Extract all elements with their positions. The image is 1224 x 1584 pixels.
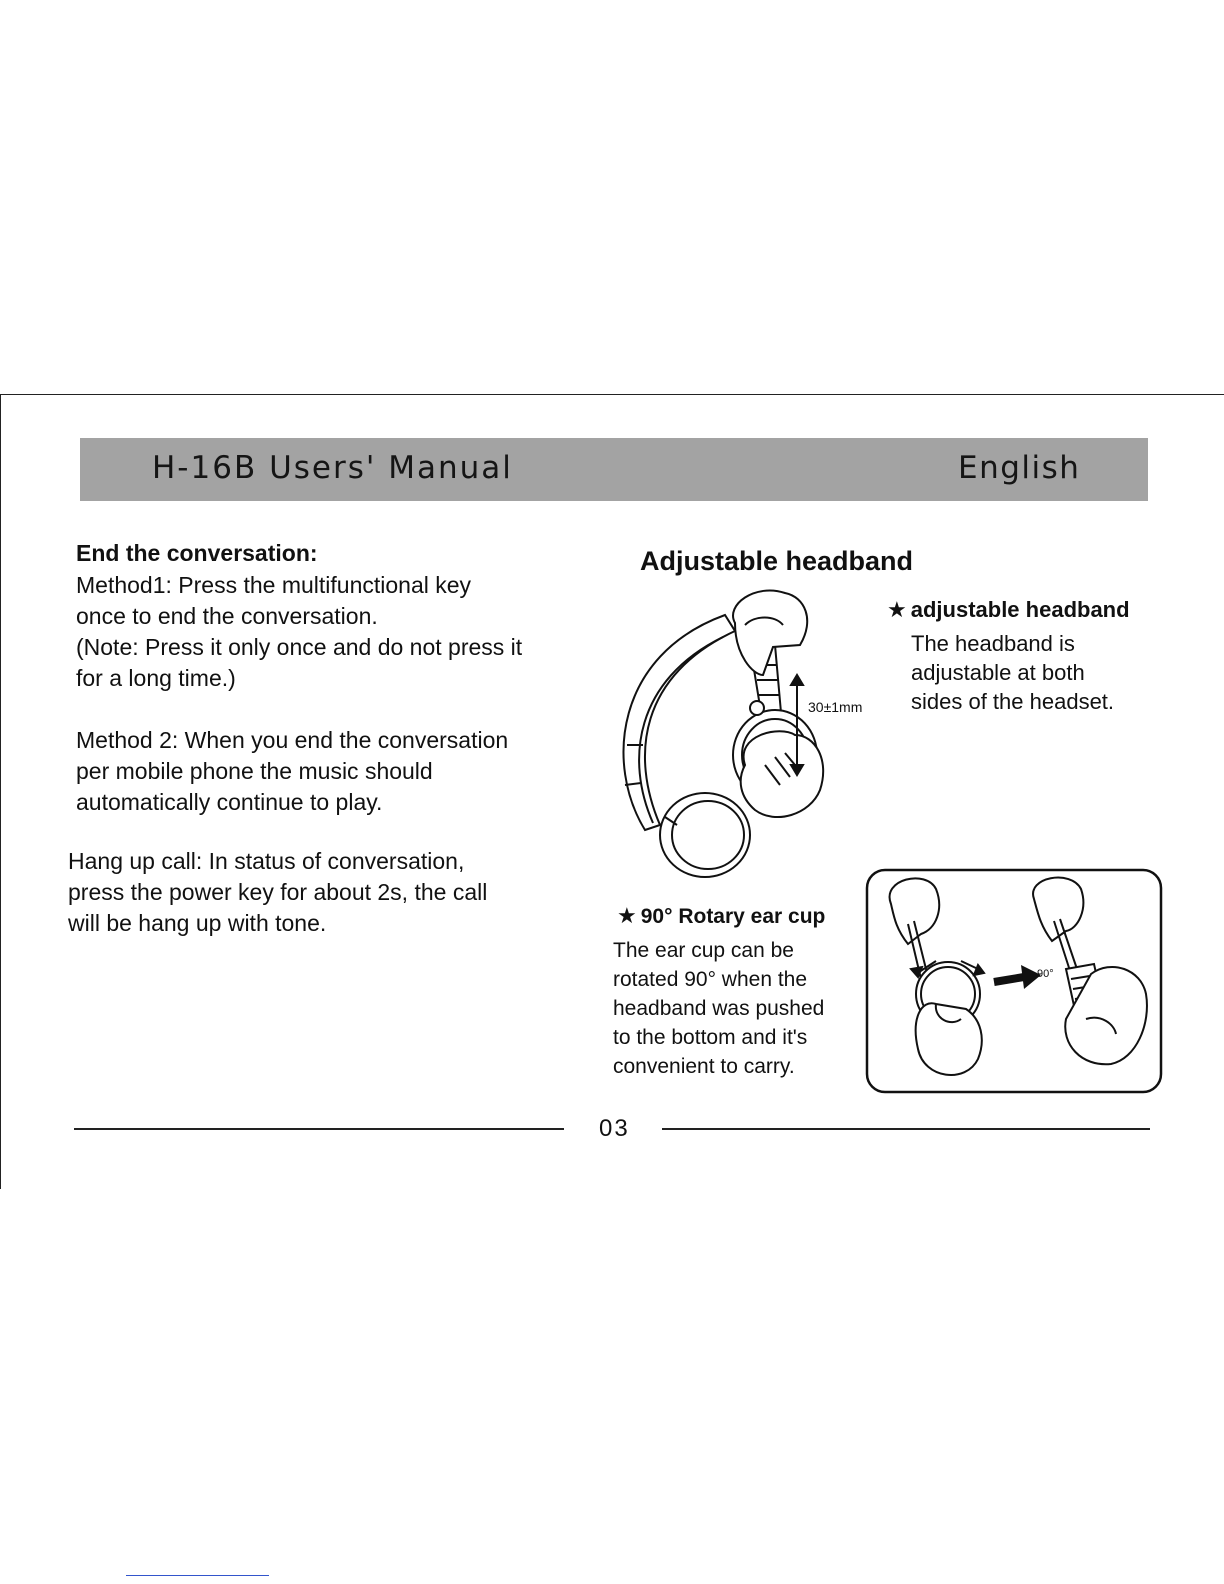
rotary-ear-cup-illustration [866, 869, 1162, 1093]
rotary-line: headband was pushed [613, 997, 825, 1020]
adjustable-subheading-text: adjustable headband [910, 597, 1130, 622]
rotary-line: The ear cup can be [613, 939, 794, 962]
adjustable-description [911, 629, 1114, 716]
headphone-adjust-illustration [605, 585, 905, 895]
hangup-line: press the power key for about 2s, the call [68, 879, 488, 905]
footer-rule-left [74, 1128, 564, 1130]
rotary-line: convenient to carry. [613, 1055, 795, 1078]
method1-line: (Note: Press it only once and do not press it [76, 634, 523, 660]
adjustable-headband-title: Adjustable headband [640, 546, 914, 576]
star-icon: ★ [617, 903, 637, 928]
adjustable-line: The headband is [911, 631, 1075, 656]
adjustable-line: adjustable at both [911, 660, 1085, 685]
rotation-angle-label: 90° [1037, 968, 1054, 980]
adjustable-subheading [887, 597, 1130, 623]
hangup-line: Hang up call: In status of conversation, [68, 848, 465, 874]
method1-line: for a long time.) [76, 665, 236, 691]
rotary-subheading [617, 903, 825, 929]
hangup-line: will be hang up with tone. [68, 910, 327, 936]
method2-line: automatically continue to play. [76, 789, 383, 815]
star-icon: ★ [887, 597, 907, 622]
rotary-line: to the bottom and it's [613, 1026, 808, 1049]
rotary-line: rotated 90° when the [613, 968, 808, 991]
measurement-label: 30±1mm [808, 699, 863, 715]
frame-top-rule [0, 394, 1224, 395]
hangup-paragraph [68, 846, 487, 939]
method2-paragraph [76, 725, 508, 818]
bottom-link-underline [126, 1575, 269, 1576]
end-conversation-heading: End the conversation: [76, 540, 318, 566]
rotary-subheading-text: 90° Rotary ear cup [640, 905, 826, 928]
method1-line: once to end the conversation. [76, 603, 378, 629]
language-label: English [958, 450, 1081, 486]
method1-paragraph [76, 570, 522, 694]
header-band [80, 438, 1148, 501]
frame-left-rule [0, 394, 1, 1189]
rotary-description [613, 936, 824, 1081]
method2-line: Method 2: When you end the conversation [76, 727, 509, 753]
adjustable-line: sides of the headset. [911, 689, 1115, 714]
manual-title: H-16B Users' Manual [152, 450, 513, 486]
method1-line: Method1: Press the multifunctional key [76, 572, 472, 598]
method2-line: per mobile phone the music should [76, 758, 433, 784]
footer-rule-right [662, 1128, 1150, 1130]
page-number: 03 [599, 1115, 630, 1142]
